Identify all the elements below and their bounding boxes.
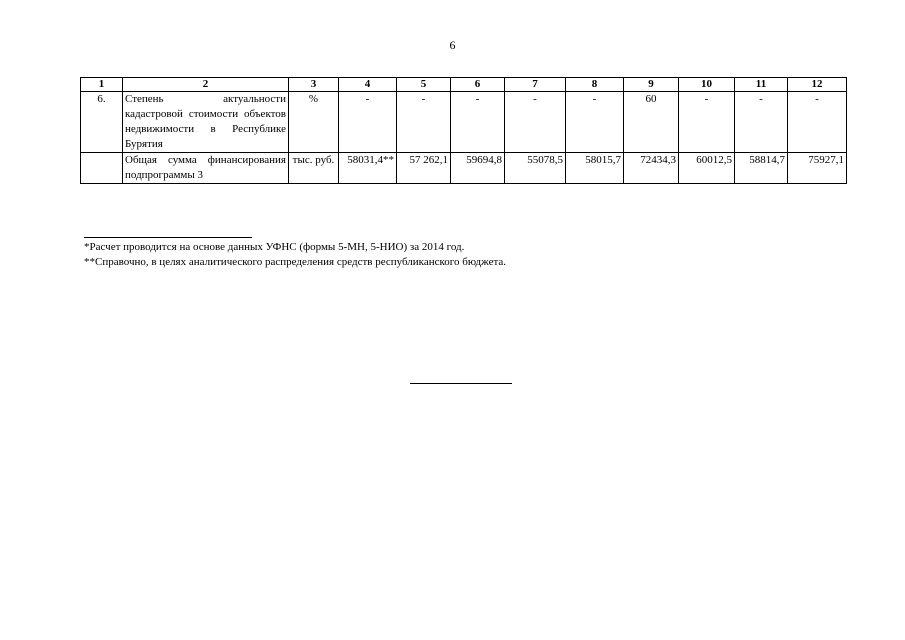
value-cell: 58814,7 — [735, 153, 788, 184]
value-cell: - — [451, 92, 505, 153]
column-header: 9 — [624, 78, 679, 92]
value-cell: 72434,3 — [624, 153, 679, 184]
table-row — [81, 153, 847, 184]
value-cell: - — [505, 92, 566, 153]
unit-cell: % — [289, 92, 339, 153]
indicator-name: Общая сумма финансирования подпрограммы 3 — [123, 153, 289, 184]
value-cell: 60 — [624, 92, 679, 153]
value-cell: - — [566, 92, 624, 153]
column-header: 3 — [289, 78, 339, 92]
column-header: 1 — [81, 78, 123, 92]
value-cell: 60012,5 — [679, 153, 735, 184]
column-header: 2 — [123, 78, 289, 92]
footnote: **Справочно, в целях аналитического распределения средств республиканского бюджета. — [84, 256, 507, 268]
column-header: 6 — [451, 78, 505, 92]
indicators-table — [80, 77, 847, 184]
value-cell: - — [679, 92, 735, 153]
column-header: 5 — [397, 78, 451, 92]
unit-cell: тыс. руб. — [289, 153, 339, 184]
value-cell: 58031,4** — [339, 153, 397, 184]
value-cell: - — [735, 92, 788, 153]
table-header-row — [81, 78, 847, 92]
column-header: 12 — [788, 78, 847, 92]
value-cell: 75927,1 — [788, 153, 847, 184]
row-number: 6. — [81, 92, 123, 153]
value-cell: 55078,5 — [505, 153, 566, 184]
indicator-name: Степень актуальности кадастровой стоимости объектов недвижимости в Республике Бурятия — [123, 92, 289, 153]
row-number — [81, 153, 123, 184]
value-cell: - — [339, 92, 397, 153]
value-cell: - — [788, 92, 847, 153]
value-cell: 57 262,1 — [397, 153, 451, 184]
page-number: 6 — [449, 38, 456, 52]
value-cell: 59694,8 — [451, 153, 505, 184]
value-cell: 58015,7 — [566, 153, 624, 184]
footnote: *Расчет проводится на основе данных УФНС (формы 5-МН, 5-НИО) за 2014 год. — [84, 241, 465, 253]
value-cell: - — [397, 92, 451, 153]
column-header: 11 — [735, 78, 788, 92]
table-row — [81, 92, 847, 153]
footnote-separator — [84, 237, 252, 238]
column-header: 4 — [339, 78, 397, 92]
column-header: 7 — [505, 78, 566, 92]
column-header: 8 — [566, 78, 624, 92]
end-of-document-line — [410, 383, 512, 384]
column-header: 10 — [679, 78, 735, 92]
